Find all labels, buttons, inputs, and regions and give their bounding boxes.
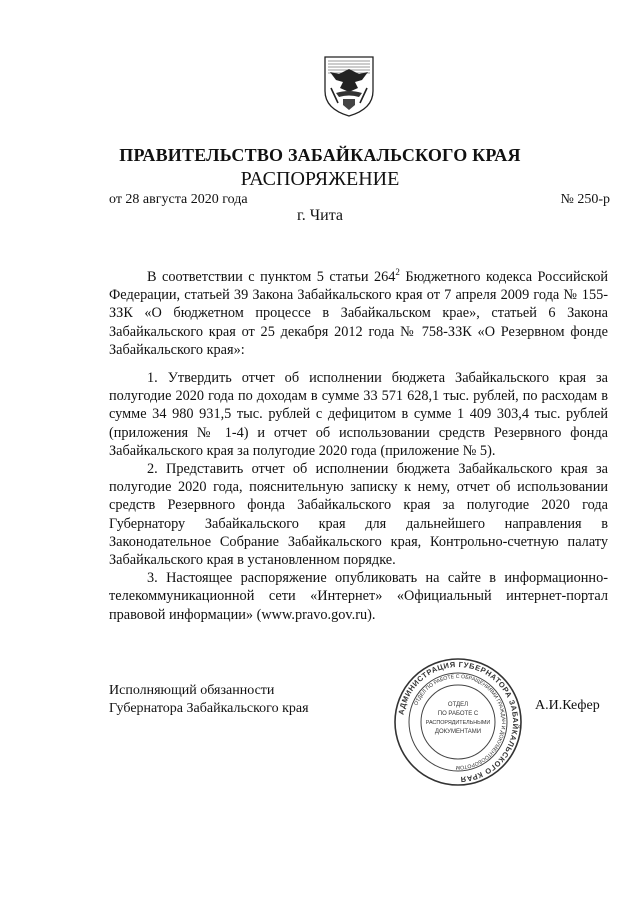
- svg-text:АДМИНИСТРАЦИЯ ГУБЕРНАТОРА ЗАБА: АДМИНИСТРАЦИЯ ГУБЕРНАТОРА ЗАБАЙКАЛЬСКОГО КРАЯ: [396, 659, 521, 785]
- coat-of-arms-icon: [322, 55, 376, 117]
- svg-text:ДОКУМЕНТАМИ: ДОКУМЕНТАМИ: [434, 729, 482, 735]
- svg-text:РАСПОРЯДИТЕЛЬНЫМИ: РАСПОРЯДИТЕЛЬНЫМИ: [425, 720, 491, 726]
- svg-text:ПО РАБОТЕ С: ПО РАБОТЕ С: [437, 711, 479, 717]
- svg-text:ОТДЕЛ: ОТДЕЛ: [447, 702, 469, 708]
- city-name: г. Чита: [296, 207, 343, 224]
- item-3-paragraph: 3. Настоящее распоряжение опубликовать на сайте в информационно-телекоммуникационной сети «Интернет» «Официальный интернет-портал правовой информации» (www.pravo.gov.ru).: [109, 570, 608, 623]
- official-seal-stamp: [392, 656, 524, 788]
- signatory-title-line-2: Губернатора Забайкальского края: [109, 701, 309, 716]
- document-date: от 28 августа 2020 года: [109, 192, 248, 207]
- footnote-superscript: 2: [395, 267, 400, 278]
- signatory-title-line-1: Исполняющий обязанности: [109, 683, 275, 698]
- document-type: РАСПОРЯЖЕНИЕ: [240, 168, 400, 190]
- item-1-paragraph: 1. Утвердить отчет об исполнении бюджета Забайкальского края за полугодие 2020 года по доходам в сумме 33 571 628,1 тыс. рублей, по расходам в сумме 34 980 931,5 тыс. рублей с дефицитом в сумме 1 409 303,4 тыс. рублей (приложения № 1-4) и отчет об использовании средств Резервного фонда Забайкальского края за полугодие 2020 года (приложение № 5).: [109, 370, 608, 459]
- document-number: № 250-р: [560, 192, 610, 207]
- signatory-title: [109, 682, 309, 718]
- svg-text:ОТДЕЛ ПО РАБОТЕ С ОБРАЩЕНИЯМИ: ОТДЕЛ ПО РАБОТЕ С ОБРАЩЕНИЯМИ ГРАЖДАН И ДОКУМЕНТООБОРОТОМ: [413, 673, 507, 771]
- organization-title: ПРАВИТЕЛЬСТВО ЗАБАЙКАЛЬСКОГО КРАЯ: [119, 145, 521, 165]
- document-body: [109, 268, 608, 624]
- preamble-paragraph: В соответствии с пунктом 5 статьи $264^2$ Бюджетного кодекса Российской Федерации, статьей 39 Закона Забайкальского края от 7 апреля 2009 года № 155-ЗЗК «О бюджетном процессе в Забайкальском крае», статьей 6 Закона Забайкальского края от 25 декабря 2012 года № 758-ЗЗК «О Резервном фонде Забайкальского края»:: [109, 267, 608, 358]
- item-2-paragraph: 2. Представить отчет об исполнении бюджета Забайкальского края за полугодие 2020 года, пояснительную записку к нему, отчет об использовании средств Резервного фонда Забайкальского края за полугодие 2020 года Губернатору Забайкальского края для дальнейшего направления в Законодательное Собрание Забайкальского края, Контрольно-счетную палату Забайкальского края в установленном порядке.: [109, 461, 608, 569]
- signatory-name: А.И.Кефер: [535, 698, 600, 713]
